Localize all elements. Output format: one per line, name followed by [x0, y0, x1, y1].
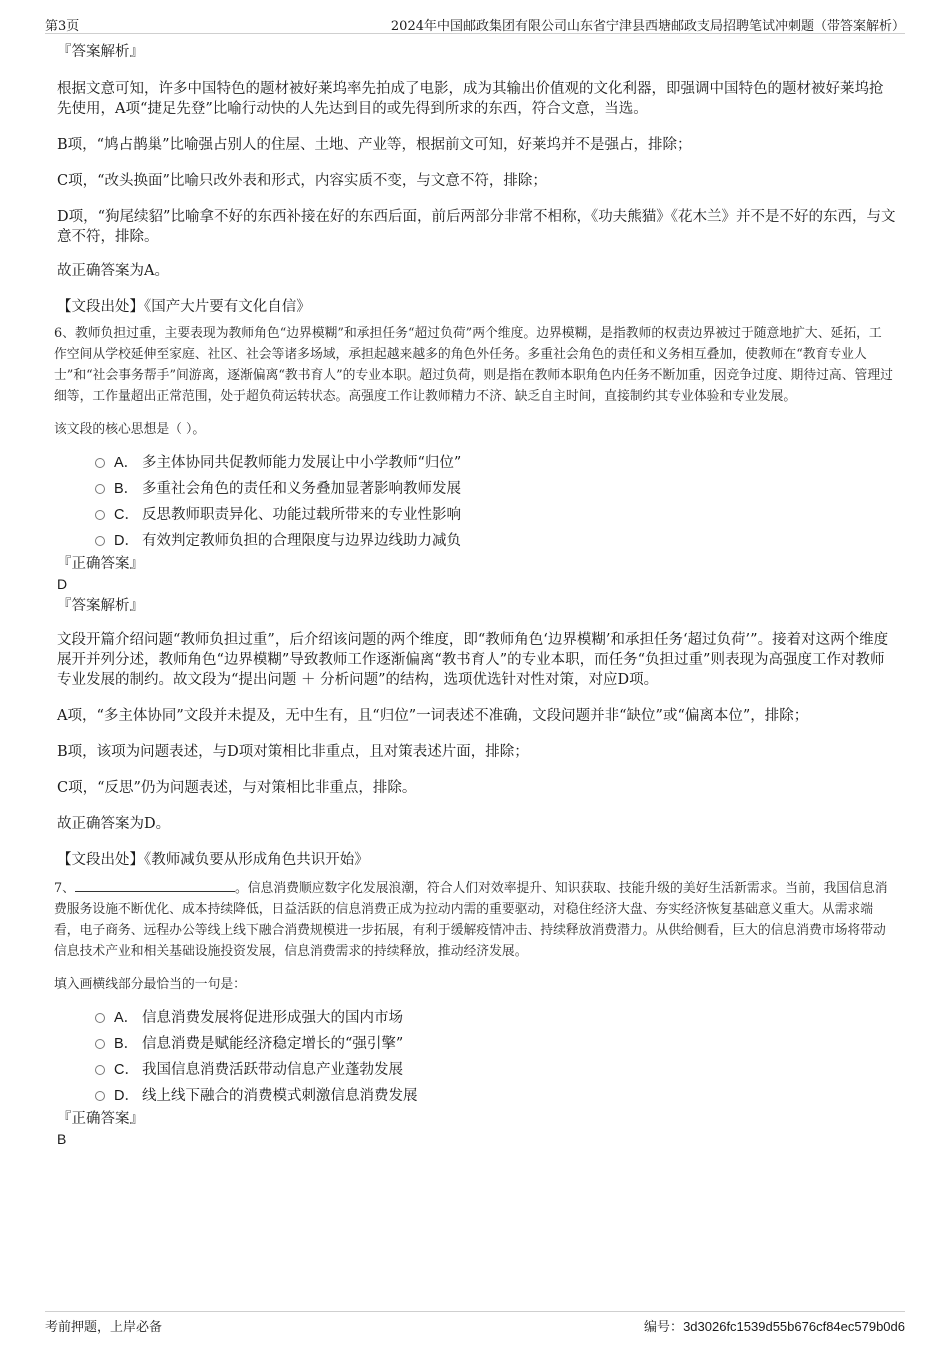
option-a[interactable]: A． 信息消费发展将促进形成强大的国内市场	[95, 1003, 897, 1029]
question-6-stem: 6、教师负担过重，主要表现为教师角色“边界模糊”和承担任务“超过负荷”两个维度。边界模糊，是指教师的权责边界被过于随意地扩大、延拓，工作空间从学校延伸至家庭、社区、社会等诸多场域，承担起越来越多的角色外任务。多重社会角色的责任和义务相互叠加，使教师在“教育专业人士”和“社会事务帮手”间游离，逐渐偏离“教书育人”的专业本职。超过负荷，则是指在教师本职角色内任务不断加重，因竞争过度、期待过高、管理过细等，工作量超出正常范围，处于超负荷运转状态。高强度工作让教师精力不济、缺乏自主时间，直接制约其专业体验和专业发展。	[54, 326, 893, 404]
radio-icon[interactable]	[95, 1039, 105, 1049]
radio-icon[interactable]	[95, 510, 105, 520]
correct-answer-label: 『正确答案』	[57, 1111, 144, 1127]
final-answer-statement: 故正确答案为D。	[57, 816, 171, 832]
correct-answer: D	[57, 576, 68, 592]
correct-answer: B	[57, 1131, 67, 1147]
question-6-prompt: 该文段的核心思想是（ ）。	[54, 422, 206, 437]
page-number: 第3页	[45, 19, 80, 34]
radio-icon[interactable]	[95, 484, 105, 494]
option-b[interactable]: B． 信息消费是赋能经济稳定增长的“强引擎”	[95, 1029, 897, 1055]
analysis-paragraph: B项，“鸠占鹊巢”比喻强占别人的住屋、土地、产业等，根据前文可知，好莱坞并不是强占，排除；	[57, 137, 692, 153]
analysis-paragraph: C项，“反思”仍为问题表述，与对策相比非重点，排除。	[57, 780, 417, 796]
source-citation: 【文段出处】《教师减负要从形成角色共识开始》	[57, 852, 369, 868]
radio-icon[interactable]	[95, 1091, 105, 1101]
document-title: 2024年中国邮政集团有限公司山东省宁津县西塘邮政支局招聘笔试冲刺题（带答案解析）	[390, 19, 905, 34]
page-footer	[45, 1311, 905, 1334]
source-citation: 【文段出处】《国产大片要有文化自信》	[57, 299, 311, 315]
analysis-paragraph: 根据文意可知，许多中国特色的题材被好莱坞率先拍成了电影，成为其输出价值观的文化利器，即强调中国特色的题材被好莱坞抢先使用，A项“捷足先登”比喻行动快的人先达到目的或先得到所求的东西，符合文意，当选。	[57, 81, 884, 117]
document-body	[54, 42, 897, 1149]
radio-icon[interactable]	[95, 1065, 105, 1075]
analysis-label: 『答案解析』	[57, 44, 144, 60]
analysis-paragraph: C项，“改头换面”比喻只改外表和形式，内容实质不变，与文意不符，排除；	[57, 173, 547, 189]
analysis-paragraph: A项，“多主体协同”文段并未提及，无中生有，且“归位”一词表述不准确，文段问题并非“缺位”或“偏离本位”，排除；	[57, 708, 809, 724]
analysis-paragraph: B项，该项为问题表述，与D项对策相比非重点，且对策表述片面，排除；	[57, 744, 529, 760]
option-b[interactable]: B． 多重社会角色的责任和义务叠加显著影响教师发展	[95, 474, 897, 500]
option-c[interactable]: C． 我国信息消费活跃带动信息产业蓬勃发展	[95, 1055, 897, 1081]
option-c[interactable]: C． 反思教师职责异化、功能过载所带来的专业性影响	[95, 500, 897, 526]
analysis-paragraph: 文段开篇介绍问题“教师负担过重”，后介绍该问题的两个维度，即“教师角色‘边界模糊’和承担任务‘超过负荷’”。接着对这两个维度展开并列分述，教师角色“边界模糊”导致教师工作逐渐偏离“教书育人”的专业本职，而任务“负担过重”则表现为高强度工作对教师专业发展的制约。故文段为“提出问题 ＋ 分析问题”的结构，选项优选针对性对策，对应D项。	[57, 632, 889, 688]
radio-icon[interactable]	[95, 458, 105, 468]
radio-icon[interactable]	[95, 536, 105, 546]
option-d[interactable]: D． 有效判定教师负担的合理限度与边界边线助力减负	[95, 526, 897, 552]
question-7-options	[95, 1003, 897, 1107]
page-header	[45, 13, 905, 34]
fill-in-blank	[75, 879, 235, 892]
correct-answer-label: 『正确答案』	[57, 556, 144, 572]
option-d[interactable]: D． 线上线下融合的消费模式刺激信息消费发展	[95, 1081, 897, 1107]
document-code: 编号：3d3026fc1539d55b676cf84ec579b0d6	[644, 1319, 905, 1335]
question-7-stem: 7、 。信息消费顺应数字化发展浪潮，符合人们对效率提升、知识获取、技能升级的美好生活新需求。当前，我国信息消费服务设施不断优化、成本持续降低，日益活跃的信息消费正成为拉动内需的重要驱动，对稳住经济大盘、夯实经济恢复基础意义重大。从需求端看，电子商务、远程办公等线上线下融合消费规模进一步拓展，有利于缓解疫情冲击、持续释放消费潜力。从供给侧看，巨大的信息消费市场将带动信息技术产业和相关基础设施投资发展，信息消费需求的持续释放，推动经济发展。	[54, 881, 888, 959]
analysis-label: 『答案解析』	[57, 598, 144, 614]
analysis-paragraph: D项，“狗尾续貂”比喻拿不好的东西补接在好的东西后面，前后两部分非常不相称，《功夫熊猫》《花木兰》并不是不好的东西，与文意不符，排除。	[57, 209, 896, 245]
footer-slogan: 考前押题，上岸必备	[45, 1320, 163, 1335]
question-6-options	[95, 448, 897, 552]
question-7-prompt: 填入画横线部分最恰当的一句是：	[54, 977, 246, 992]
radio-icon[interactable]	[95, 1013, 105, 1023]
option-a[interactable]: A． 多主体协同共促教师能力发展让中小学教师“归位”	[95, 448, 897, 474]
final-answer-statement: 故正确答案为A。	[57, 263, 169, 279]
